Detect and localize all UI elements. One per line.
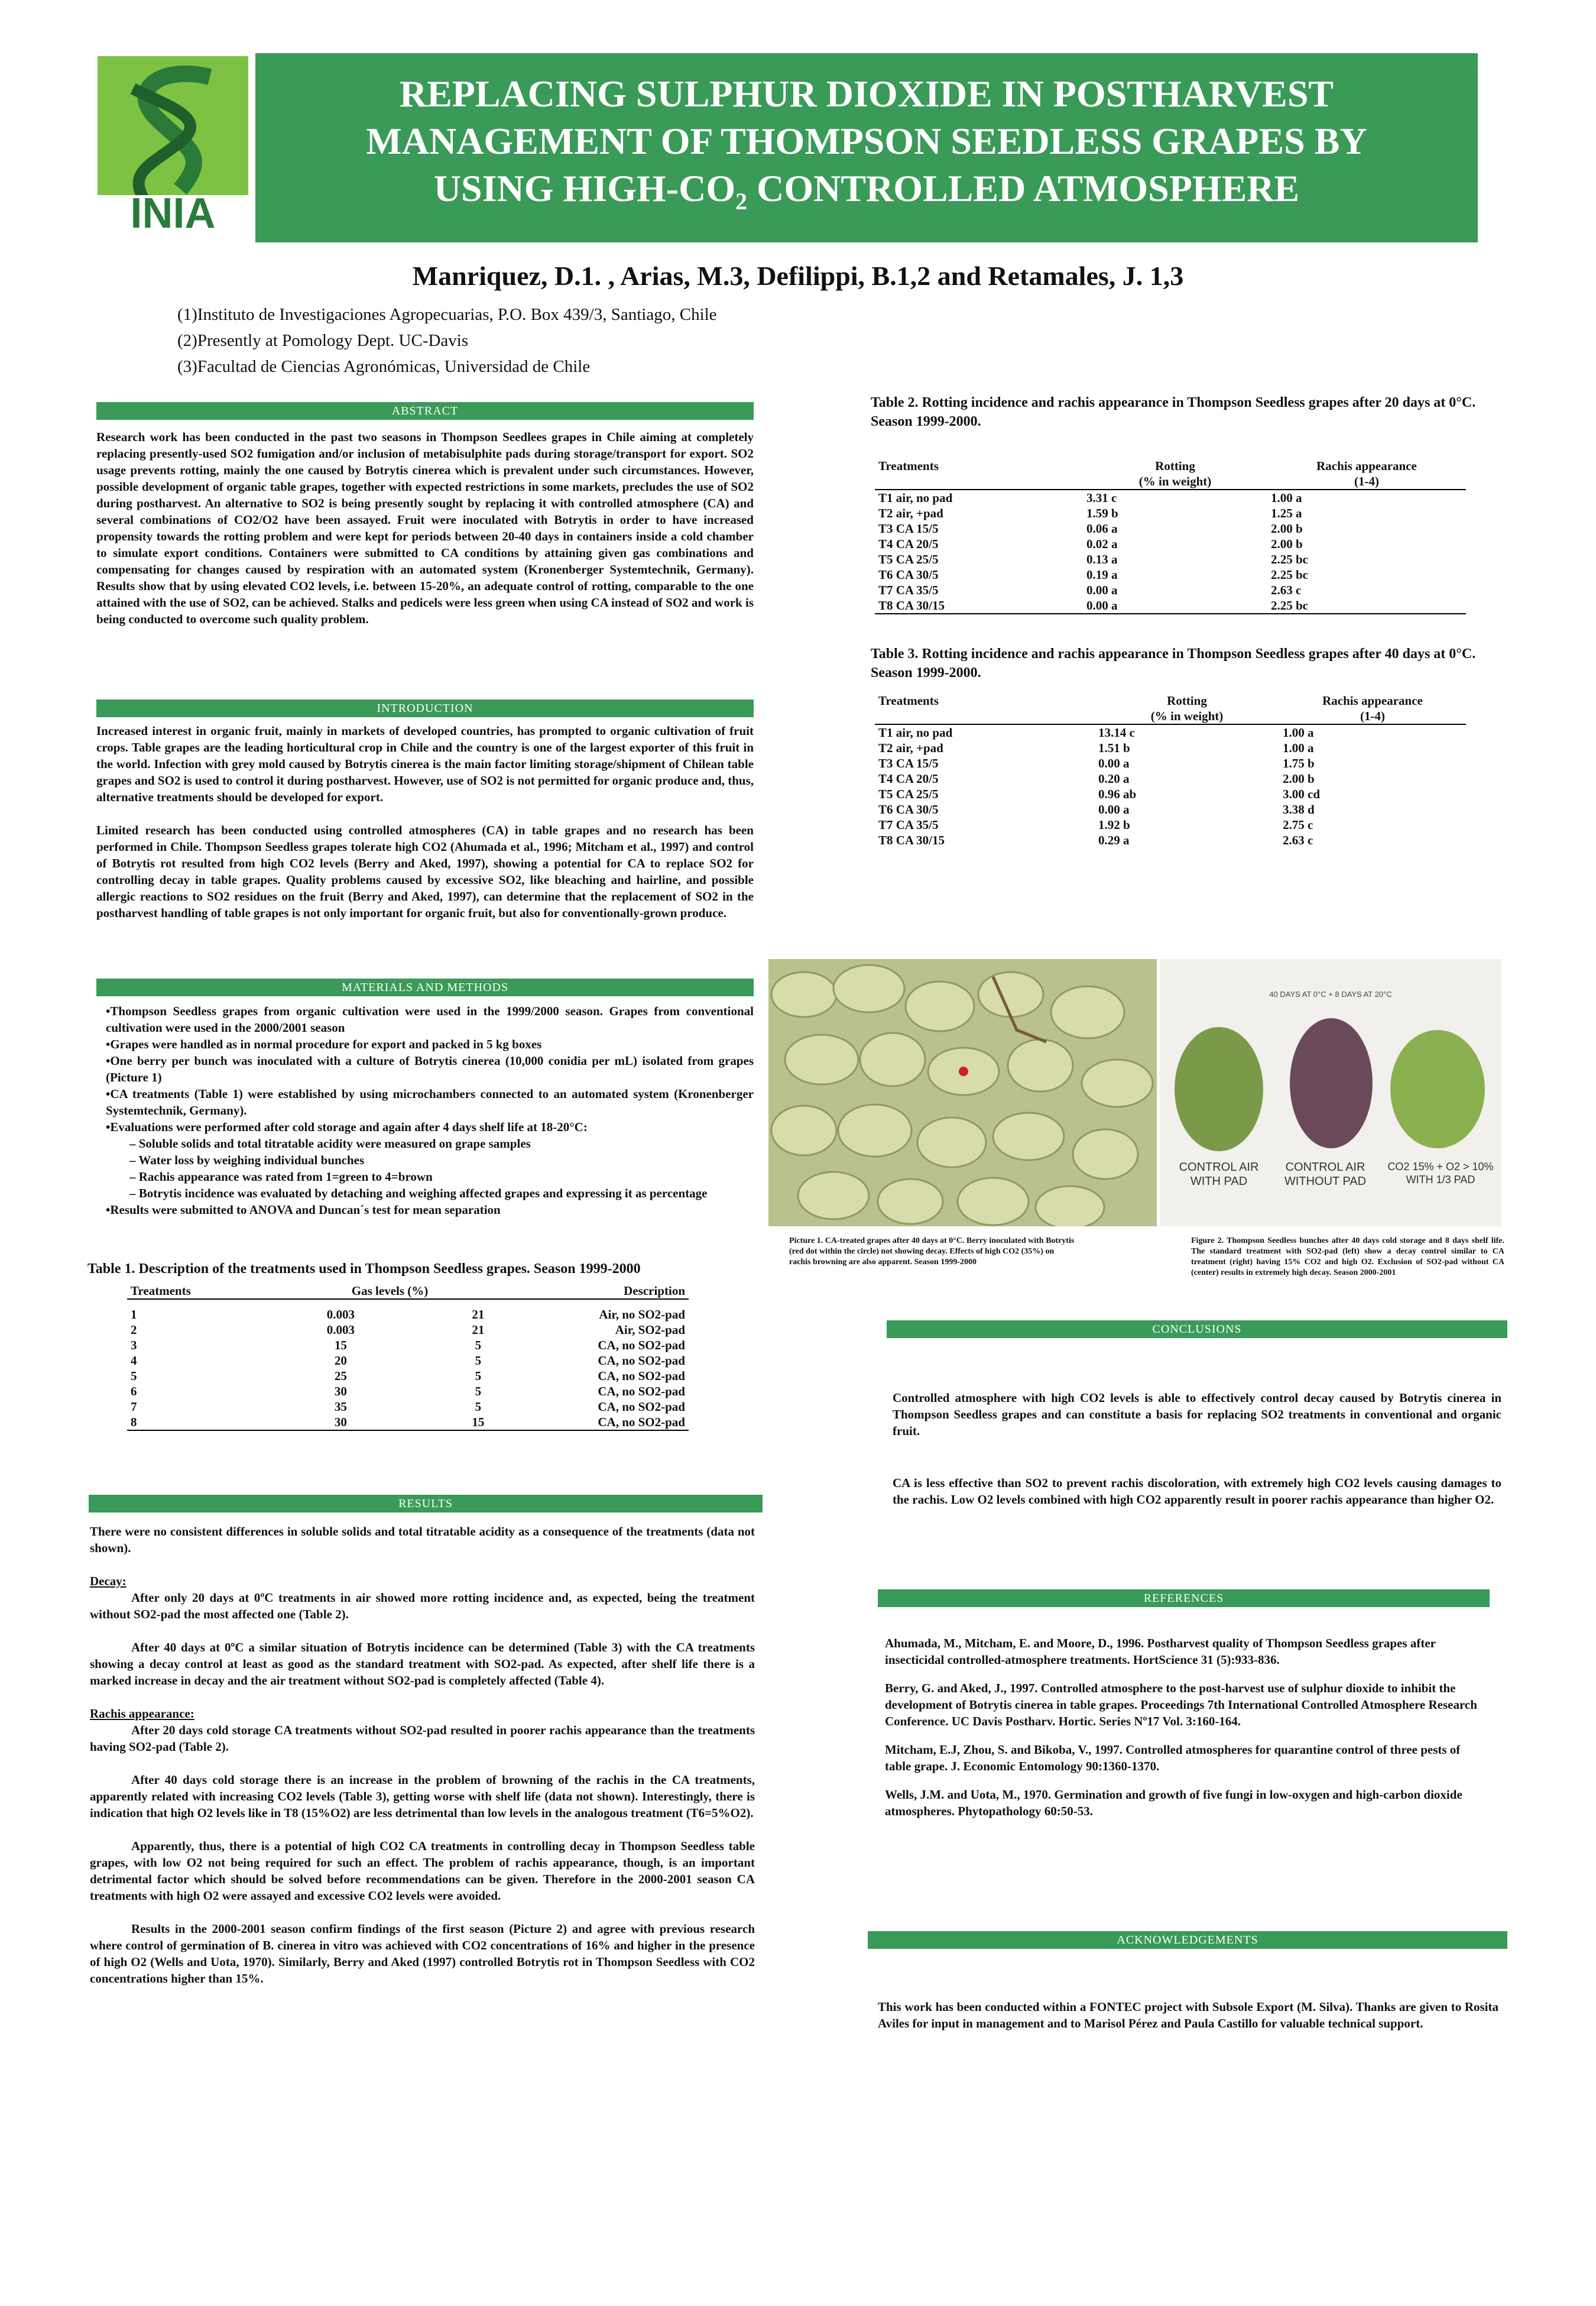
title-line-3b: CONTROLLED ATMOSPHERE [747,167,1300,210]
cell: 0.13 a [1086,552,1118,566]
table-row [875,598,1466,614]
references-header: REFERENCES [878,1589,1490,1607]
results-text [90,1523,755,2003]
cell: 1.25 a [1271,506,1302,520]
cell: 21 [472,1323,485,1337]
reference-item: Mitcham, E.J, Zhou, S. and Bikoba, V., 1997. Controlled atmospheres for quarantine control of three pests of table grape. J. Economic Entomology 90:1360-1370. [885,1743,1461,1773]
cell: 0.19 a [1086,568,1118,582]
poster-title [366,70,1367,225]
table2-header-rotting-unit: (% in weight) [1138,474,1212,488]
intro-paragraph-2: Limited research has been conducted using controlled atmospheres (CA) in table grapes and no research has been performed in Chile. Thompson Seedless grapes tolerate high CO2 (Ahumada et al., 1996; Mitcham et al., 1997) and control of Botrytis rot resulted from high CO2 levels (Berry and Aked, 1997), showing a potential for CA to replace SO2 for controlling decay in table grapes. Quality problems caused by excessive SO2, like bleaching and hairline, and possible allergic reactions to SO2 residues on the fruit (Berry and Aked, 1997), can determine that the replacement of SO2 in the postharvest handling of table grapes is not only important for organic fruit, but also for conventionally-grown produce. [96,823,754,920]
table3-caption: Table 3. Rotting incidence and rachis appearance in Thompson Seedless grapes after 40 days at 0°C. Season 1999-2000. [871,646,1476,681]
logo-text: INIA [130,190,216,237]
affiliation-3: (3)Facultad de Ciencias Agronómicas, Universidad de Chile [177,357,591,376]
reference-item: Wells, J.M. and Uota, M., 1970. Germination and growth of five fungi in low-oxygen and high-carbon dioxide atmospheres. Phytopathology 60:50-53. [885,1787,1462,1818]
cell: 0.96 ab [1098,787,1137,801]
methods-item: •One berry per bunch was inoculated with a culture of Botrytis cinerea (10,000 conidia per mL) isolated from grapes (Picture 1) [106,1054,754,1084]
introduction-header: INTRODUCTION [96,699,754,717]
cell: T7 CA 35/5 [878,583,939,597]
inia-logo [92,53,254,242]
picture-1 [768,959,1157,1226]
table2 [875,458,1466,614]
grapes-photo [768,959,1157,1226]
title-line-3-sub: 2 [735,187,748,215]
cell: 0.00 a [1086,583,1118,597]
affiliation-2: (2)Presently at Pomology Dept. UC-Davis [177,331,469,350]
cell: 7 [131,1400,137,1414]
results-paragraph: After 40 days at 0ºC a similar situation of Botrytis incidence can be determined (Table 3) with the CA treatments showing a decay control at least as good as the standard treatment with SO2-pad. As expected, after shelf life there is a marked increase in decay and the air treatment without SO2-pad is completely affected (Table 4). [90,1640,755,1688]
methods-item: •Thompson Seedless grapes from organic cultivation were used in the 1999/2000 season. Grapes from conventional cultivation were used in the 2000/2001 season [106,1004,754,1035]
cell: 20 [334,1353,347,1368]
conclusions-header: CONCLUSIONS [887,1320,1507,1338]
cell: 30 [334,1384,347,1398]
title-line-1: REPLACING SULPHUR DIOXIDE IN POSTHARVEST [399,73,1334,115]
cell: 13.14 c [1098,726,1135,740]
cell: T8 CA 30/15 [878,598,945,613]
rachis-subheading: Rachis appearance: [90,1706,194,1721]
acknowledgements-header: ACKNOWLEDGEMENTS [868,1931,1507,1949]
cell: 0.003 [326,1323,355,1337]
table2-header-treatments: Treatments [878,459,939,473]
cell: 35 [334,1400,347,1414]
table-row [875,567,1466,582]
methods-header: MATERIALS AND METHODS [96,979,754,996]
cell: 1.92 b [1098,818,1130,832]
table2-header-rachis-unit: (1-4) [1354,474,1379,488]
table-row [875,582,1466,598]
table3 [875,693,1466,848]
methods-subitem: – Botrytis incidence was evaluated by detaching and weighing affected grapes and expressing it as percentage [129,1186,708,1200]
results-paragraph: Results in the 2000-2001 season confirm findings of the first season (Picture 2) and agree with previous research where control of germination of B. cinerea in vitro was achieved with CO2 concentrations of 16% and higher in the presence of high O2 (Wells and Uota, 1970). Similarly, Berry and Aked (1997) controlled Botrytis rot in Thompson Seedless with CO2 concentrations higher than 15%. [90,1922,755,1986]
cell: 1.00 a [1271,491,1302,505]
figure2-top-label: 40 DAYS AT 0°C + 8 DAYS AT 20°C [1269,990,1392,999]
cell: T1 air, no pad [878,491,953,505]
cell: 25 [334,1369,347,1383]
table-row [875,740,1466,756]
table-row [127,1337,689,1353]
cell: 5 [131,1369,137,1383]
cell: 3.00 cd [1283,787,1320,801]
acknowledgements-text: This work has been conducted within a FONTEC project with Subsole Export (M. Silva). Thanks are given to Rosita Aviles for input in management and to Marisol Pérez and Paula Castillo for valuable technical support. [878,2000,1498,2030]
table-row [127,1322,689,1337]
cell: 5 [475,1338,482,1352]
cell: 0.00 a [1098,802,1130,817]
cell: 6 [131,1384,137,1398]
cell: 0.02 a [1086,537,1118,551]
cell: T6 CA 30/5 [878,802,939,817]
title-line-2: MANAGEMENT OF THOMPSON SEEDLESS GRAPES BY [366,120,1367,163]
decay-subheading: Decay: [90,1574,126,1588]
cell: 1.00 a [1283,726,1314,740]
cell: 0.00 a [1086,598,1118,613]
table1-caption: Table 1. Description of the treatments used in Thompson Seedless grapes. Season 1999-2000 [87,1261,641,1277]
cell: CA, no SO2-pad [598,1384,685,1398]
cell: 5 [475,1369,482,1383]
table-row [127,1368,689,1384]
figure2-caption: Figure 2. Thompson Seedless bunches after 40 days cold storage and 8 days shelf life. The standard treatment with SO2-pad (left) show a decay control similar to CA treatment (right) having 15% CO2 and high O2. Exclusion of SO2-pad without CA (center) results in extremely high decay. Season 2000-2001 [1191,1236,1504,1277]
cell: T5 CA 25/5 [878,787,939,801]
table3-header-rotting: Rotting [1167,694,1207,708]
figure2-label-1: CONTROL AIR WITH PAD [1179,1161,1259,1188]
cell: T6 CA 30/5 [878,568,939,582]
cell: 4 [131,1353,137,1368]
authors: Manriquez, D.1. , Arias, M.3, Defilippi, B.1,2 and Retamales, J. 1,3 [412,261,1184,291]
methods-item: •Grapes were handled as in normal procedure for export and packed in 5 kg boxes [106,1037,542,1051]
table-row [875,521,1466,536]
methods-subitem: – Soluble solids and total titratable acidity were measured on grape samples [129,1136,531,1151]
reference-item: Berry, G. and Aked, J., 1997. Controlled atmosphere to the post-harvest use of sulphur dioxide to inhibit the development of Botrytis cinerea in table grapes. Proceedings 7th International Controlled Atmosphere Research Conference. UC Davis Postharv. Hortic. Series Nº17 Vol. 3:160-164. [885,1681,1477,1728]
cell: 3.38 d [1283,802,1315,817]
cell: 2.25 bc [1271,598,1308,613]
table1-header-description: Description [624,1284,685,1298]
cell: 0.06 a [1086,522,1118,536]
abstract-header: ABSTRACT [96,402,754,420]
cell: T5 CA 25/5 [878,552,939,566]
table2-header-rotting: Rotting [1155,459,1195,473]
table-row [875,756,1466,771]
picture1-caption: Picture 1. CA-treated grapes after 40 days at 0°C. Berry inoculated with Botrytis (red dot within the circle) not showing decay. Effects of high CO2 (35%) on rachis browning are also apparent. Season 1999-2000 [789,1236,1075,1267]
table-row [875,490,1466,506]
table3-header-rachis: Rachis appearance [1322,694,1423,708]
cell: 2.75 c [1283,818,1313,832]
methods-item: •Results were submitted to ANOVA and Duncan´s test for mean separation [106,1203,501,1217]
methods-item: •Evaluations were performed after cold storage and again after 4 days shelf life at 18-20°C: [106,1120,588,1134]
table1 [127,1283,689,1431]
table-row [875,786,1466,802]
title-line-3 [366,165,1367,225]
table-row [875,771,1466,786]
table-row [875,552,1466,567]
cell: Air, no SO2-pad [599,1307,685,1322]
table-row [875,817,1466,833]
cell: CA, no SO2-pad [598,1338,685,1352]
methods-subitem: – Water loss by weighing individual bunches [129,1153,365,1167]
cell: T4 CA 20/5 [878,772,939,786]
cell: 0.29 a [1098,833,1130,847]
table-row [875,802,1466,817]
cell: 5 [475,1400,482,1414]
table-row [127,1399,689,1414]
table1-header-treatments: Treatments [131,1284,191,1298]
cell: 2.25 bc [1271,568,1308,582]
table-row [875,833,1466,848]
cell: T8 CA 30/15 [878,833,945,847]
results-paragraph: Apparently, thus, there is a potential of high CO2 CA treatments in controlling decay in Thompson Seedless table grapes, with low O2 not being required for such an effect. The problem of rachis appearance, though, is an important detrimental factor which should be solved before recommendations can be given. Therefore in the 2000-2001 season CA treatments with high O2 were assayed and excessive CO2 levels were avoided. [90,1839,755,1903]
abstract-text: Research work has been conducted in the past two seasons in Thompson Seedlees grapes in Chile aiming at completely replacing presently-used SO2 fumigation and/or inclusion of metabisulphite pads during storage/transport for export. SO2 usage prevents rotting, mainly the one caused by Botrytis cinerea which is prevalent under such circumstances. However, possible development of organic table grapes, together with expected restrictions in some markets, precludes the use of SO2 during postharvest. An alternative to SO2 is being presently sought by replacing it with controlled atmosphere (CA) and several combinations of CO2/O2 have been assayed. Fruit were inoculated with Botrytis in order to have increased propensity towards the rotting problem and were kept for periods between 20-40 days in containers inside a cold chamber to simulate export conditions. Containers were submitted to CA conditions by attaining given gas combinations and compensating for changes caused by respiration with an automated system (Kronenberger Systemtechnik, Germany). Results show that by using elevated CO2 levels, i.e. between 15-20%, an adequate control of rotting, comparable to the one attained with the use of SO2, can be achieved. Stalks and pedicels were less green when using CA instead of SO2 and work is being conducted to overcome such quality problem. [96,430,754,626]
table3-header-rachis-unit: (1-4) [1360,709,1385,723]
cell: 1.75 b [1283,756,1315,770]
table3-header-rotting-unit: (% in weight) [1150,709,1224,723]
references-list [885,1635,1488,1831]
cell: 2.63 c [1283,833,1313,847]
title-line-3a: USING HIGH-CO [433,167,736,210]
cell: 2.00 b [1283,772,1315,786]
conclusions-text [893,1390,1501,1524]
cell: T2 air, +pad [878,741,943,755]
cell: 2.00 b [1271,537,1303,551]
affiliation-1: (1)Instituto de Investigaciones Agropecuarias, P.O. Box 439/3, Santiago, Chile [177,305,717,324]
grape-bunches-photo [1160,1006,1501,1160]
methods-subitem: – Rachis appearance was rated from 1=green to 4=brown [129,1170,433,1184]
methods-item: •CA treatments (Table 1) were established by using microchambers connected to an automated system (Kronenberger Systemtechnik, Germany). [106,1087,754,1118]
cell: 2 [131,1323,137,1337]
cell: 1.59 b [1086,506,1118,520]
cell: Air, SO2-pad [615,1323,685,1337]
cell: T2 air, +pad [878,506,943,520]
results-paragraph: There were no consistent differences in soluble solids and total titratable acidity as a consequence of the treatments (data not shown). [90,1524,755,1555]
table-row [875,724,1466,740]
table-row [127,1384,689,1399]
cell: 2.00 b [1271,522,1303,536]
table-row [127,1414,689,1430]
cell: CA, no SO2-pad [598,1369,685,1383]
cell: 15 [472,1415,485,1429]
cell: 3.31 c [1086,491,1117,505]
results-paragraph: After 20 days cold storage CA treatments without SO2-pad resulted in poorer rachis appearance than the treatments having SO2-pad (Table 2). [90,1723,755,1754]
table1-header-gas: Gas levels (%) [351,1284,429,1298]
cell: 1.00 a [1283,741,1314,755]
table2-caption: Table 2. Rotting incidence and rachis appearance in Thompson Seedless grapes after 20 days at 0°C. Season 1999-2000. [871,395,1476,429]
cell: CA, no SO2-pad [598,1400,685,1414]
cell: 5 [475,1353,482,1368]
cell: 21 [472,1307,485,1322]
conclusions-paragraph-2: CA is less effective than SO2 to prevent rachis discoloration, with extremely high CO2 levels causing damages to the rachis. Low O2 levels combined with high CO2 apparently result in poorer rachis appearance than higher O2. [893,1476,1501,1507]
figure-2 [1160,959,1501,1226]
results-header: RESULTS [89,1495,763,1512]
cell: 1 [131,1307,137,1322]
cell: T4 CA 20/5 [878,537,939,551]
cell: 2.25 bc [1271,552,1308,566]
cell: 15 [334,1338,347,1352]
table2-header-rachis: Rachis appearance [1316,459,1417,473]
results-paragraph: After only 20 days at 0ºC treatments in air showed more rotting incidence and, as expected, being the treatment without SO2-pad the most affected one (Table 2). [90,1591,755,1621]
cell: T3 CA 15/5 [878,756,939,770]
intro-paragraph-1: Increased interest in organic fruit, mainly in markets of developed countries, has prompted to organic cultivation of fruit crops. Table grapes are the leading horticultural crop in Chile and the country is one of the largest exporter of this fruit in the world. Infection with grey mold caused by Botrytis cinerea is the main factor limiting storage/shipment of Chilean table grapes and SO2 is used to control it during postharvest. However, use of SO2 is not permitted for organic produce and, thus, alternative treatments should be developed for export. [96,724,754,804]
affiliations [177,302,717,380]
cell: 3 [131,1338,137,1352]
introduction-text [96,723,754,938]
figure2-label-2: CONTROL AIR WITHOUT PAD [1284,1161,1367,1188]
cell: 5 [475,1384,482,1398]
cell: 1.51 b [1098,741,1130,755]
cell: CA, no SO2-pad [598,1353,685,1368]
conclusions-paragraph-1: Controlled atmosphere with high CO2 levels is able to effectively control decay caused by Botrytis cinerea in Thompson Seedless grapes and can constitute a basis for replacing SO2 treatments in conventional and organic fruit. [893,1391,1501,1438]
figure2-label-3: CO2 15% + O2 > 10% WITH 1/3 PAD [1387,1161,1494,1186]
cell: 30 [334,1415,347,1429]
cell: 8 [131,1415,137,1429]
table-row [127,1307,689,1322]
reference-item: Ahumada, M., Mitcham, E. and Moore, D., 1996. Postharvest quality of Thompson Seedless grapes after insecticidal controlled-atmosphere treatments. HortScience 31 (5):933-836. [885,1636,1436,1667]
title-banner [255,53,1478,242]
cell: T7 CA 35/5 [878,818,939,832]
cell: 2.63 c [1271,583,1302,597]
cell: CA, no SO2-pad [598,1415,685,1429]
cell: T3 CA 15/5 [878,522,939,536]
table-row [875,506,1466,521]
methods-list [96,1003,754,1218]
cell: 0.003 [326,1307,355,1322]
results-paragraph: After 40 days cold storage there is an increase in the problem of browning of the rachis in the CA treatments, apparently related with increasing CO2 levels (Table 3), getting worse with shelf life (data not shown). Interestingly, there is indication that high O2 levels like in T8 (15%O2) are less detrimental than low levels in the analogous treatment (T6=5%O2). [90,1773,755,1820]
cell: 0.00 a [1098,756,1130,770]
cell: T1 air, no pad [878,726,953,740]
table-row [127,1353,689,1368]
table-row [875,536,1466,552]
cell: 0.20 a [1098,772,1130,786]
table3-header-treatments: Treatments [878,694,939,708]
methods-text [96,1003,754,1218]
